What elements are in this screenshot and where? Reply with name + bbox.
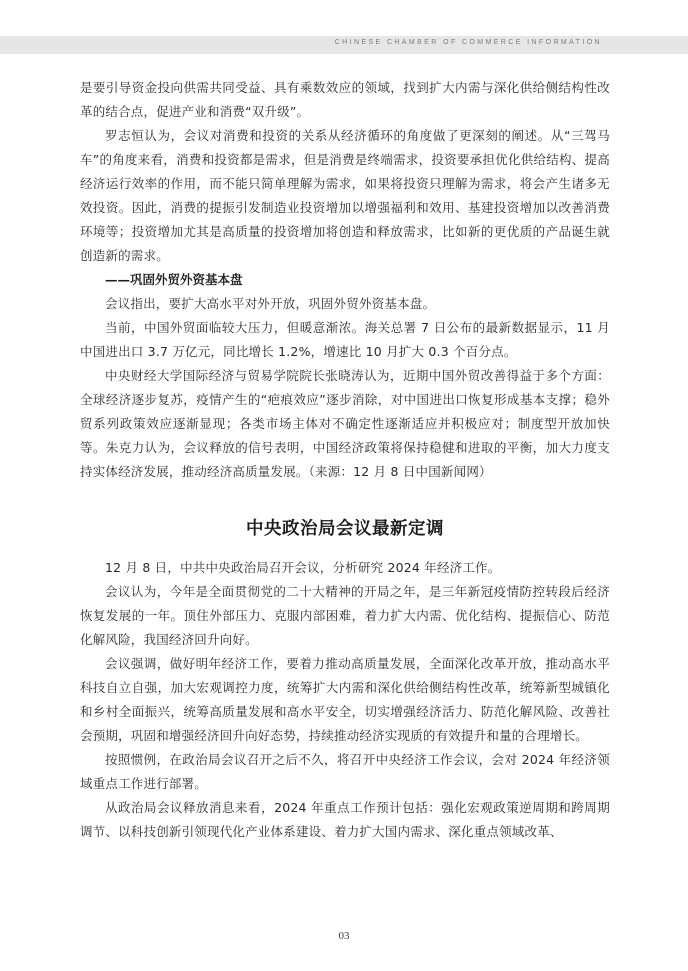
paragraph-2: 罗志恒认为，会议对消费和投资的关系从经济循环的角度做了更深刻的阐述。从“三驾马车”的角度来看，消费和投资都是需求，但是消费是终端需求，投资要承担优化供给结构、提高经济运行效率的作用，而不能只简单理解为需求，如果将投资只理解为需求，将会产生诸多无效投资。因此，消费的提振引发制造业投资增加以增强福利和效用、基建投资增加以改善消费环境等；投资增加尤其是高质量的投资增加将创造和释放需求，比如新的更优质的产品诞生就创造新的需求。 [80,128,610,263]
article-body [80,76,610,844]
section-title: 中央政治局会议最新定调 [246,519,444,539]
subheading-foreign-trade: ——巩固外贸外资基本盘 [105,272,243,287]
paragraph-8: 会议强调，做好明年经济工作，要着力推动高质量发展，全面深化改革开放，推动高水平科技自立自强，加大宏观调控力度，统筹扩大内需和深化供给侧结构性改革，统筹新型城镇化和乡村全面振兴，统筹高质量发展和高水平安全，切实增强经济活力、防范化解风险、改善社会预期，巩固和增强经济回升向好态势，持续推动经济实现质的有效提升和量的合理增长。 [80,656,610,743]
paragraph-5: 中央财经大学国际经济与贸易学院院长张晓涛认为，近期中国外贸改善得益于多个方面：全球经济逐步复苏，疫情产生的“疤痕效应”逐步消除，对中国进出口恢复形成基本支撑；稳外贸系列政策效应逐渐显现；各类市场主体对不确定性逐渐适应并积极应对；制度型开放加快等。朱克力认为，会议释放的信号表明，中国经济政策将保持稳健和进取的平衡，加大力度支持实体经济发展，推动经济高质量发展。（来源：12 月 8 日中国新闻网） [80,368,610,479]
paragraph-1: 是要引导资金投向供需共同受益、具有乘数效应的领域，找到扩大内需与深化供给侧结构性改革的结合点，促进产业和消费“双升级”。 [80,80,610,119]
paragraph-3: 会议指出，要扩大高水平对外开放，巩固外贸外资基本盘。 [105,296,436,311]
paragraph-10: 从政治局会议释放消息来看，2024 年重点工作预计包括：强化宏观政策逆周期和跨周期调节、以科技创新引领现代化产业体系建设、着力扩大国内需求、深化重点领域改革、 [80,800,610,839]
paragraph-9: 按照惯例，在政治局会议召开之后不久，将召开中央经济工作会议，会对 2024 年经济领域重点工作进行部署。 [80,752,610,791]
paragraph-7: 会议认为，今年是全面贯彻党的二十大精神的开局之年，是三年新冠疫情防控转段后经济恢复发展的一年。顶住外部压力、克服内部困难，着力扩大内需、优化结构、提振信心、防范化解风险，我国经济回升向好。 [80,584,610,647]
publication-header: CHINESE CHAMBER OF COMMERCE INFORMATION [334,39,602,46]
paragraph-6: 12 月 8 日，中共中央政治局召开会议，分析研究 2024 年经济工作。 [105,560,501,575]
paragraph-4: 当前，中国外贸面临较大压力，但暖意渐浓。海关总署 7 日公布的最新数据显示，11 月中国进出口 3.7 万亿元，同比增长 1.2%，增速比 10 月扩大 0.3 个百分点。 [80,320,610,359]
page-number: 03 [338,930,350,942]
